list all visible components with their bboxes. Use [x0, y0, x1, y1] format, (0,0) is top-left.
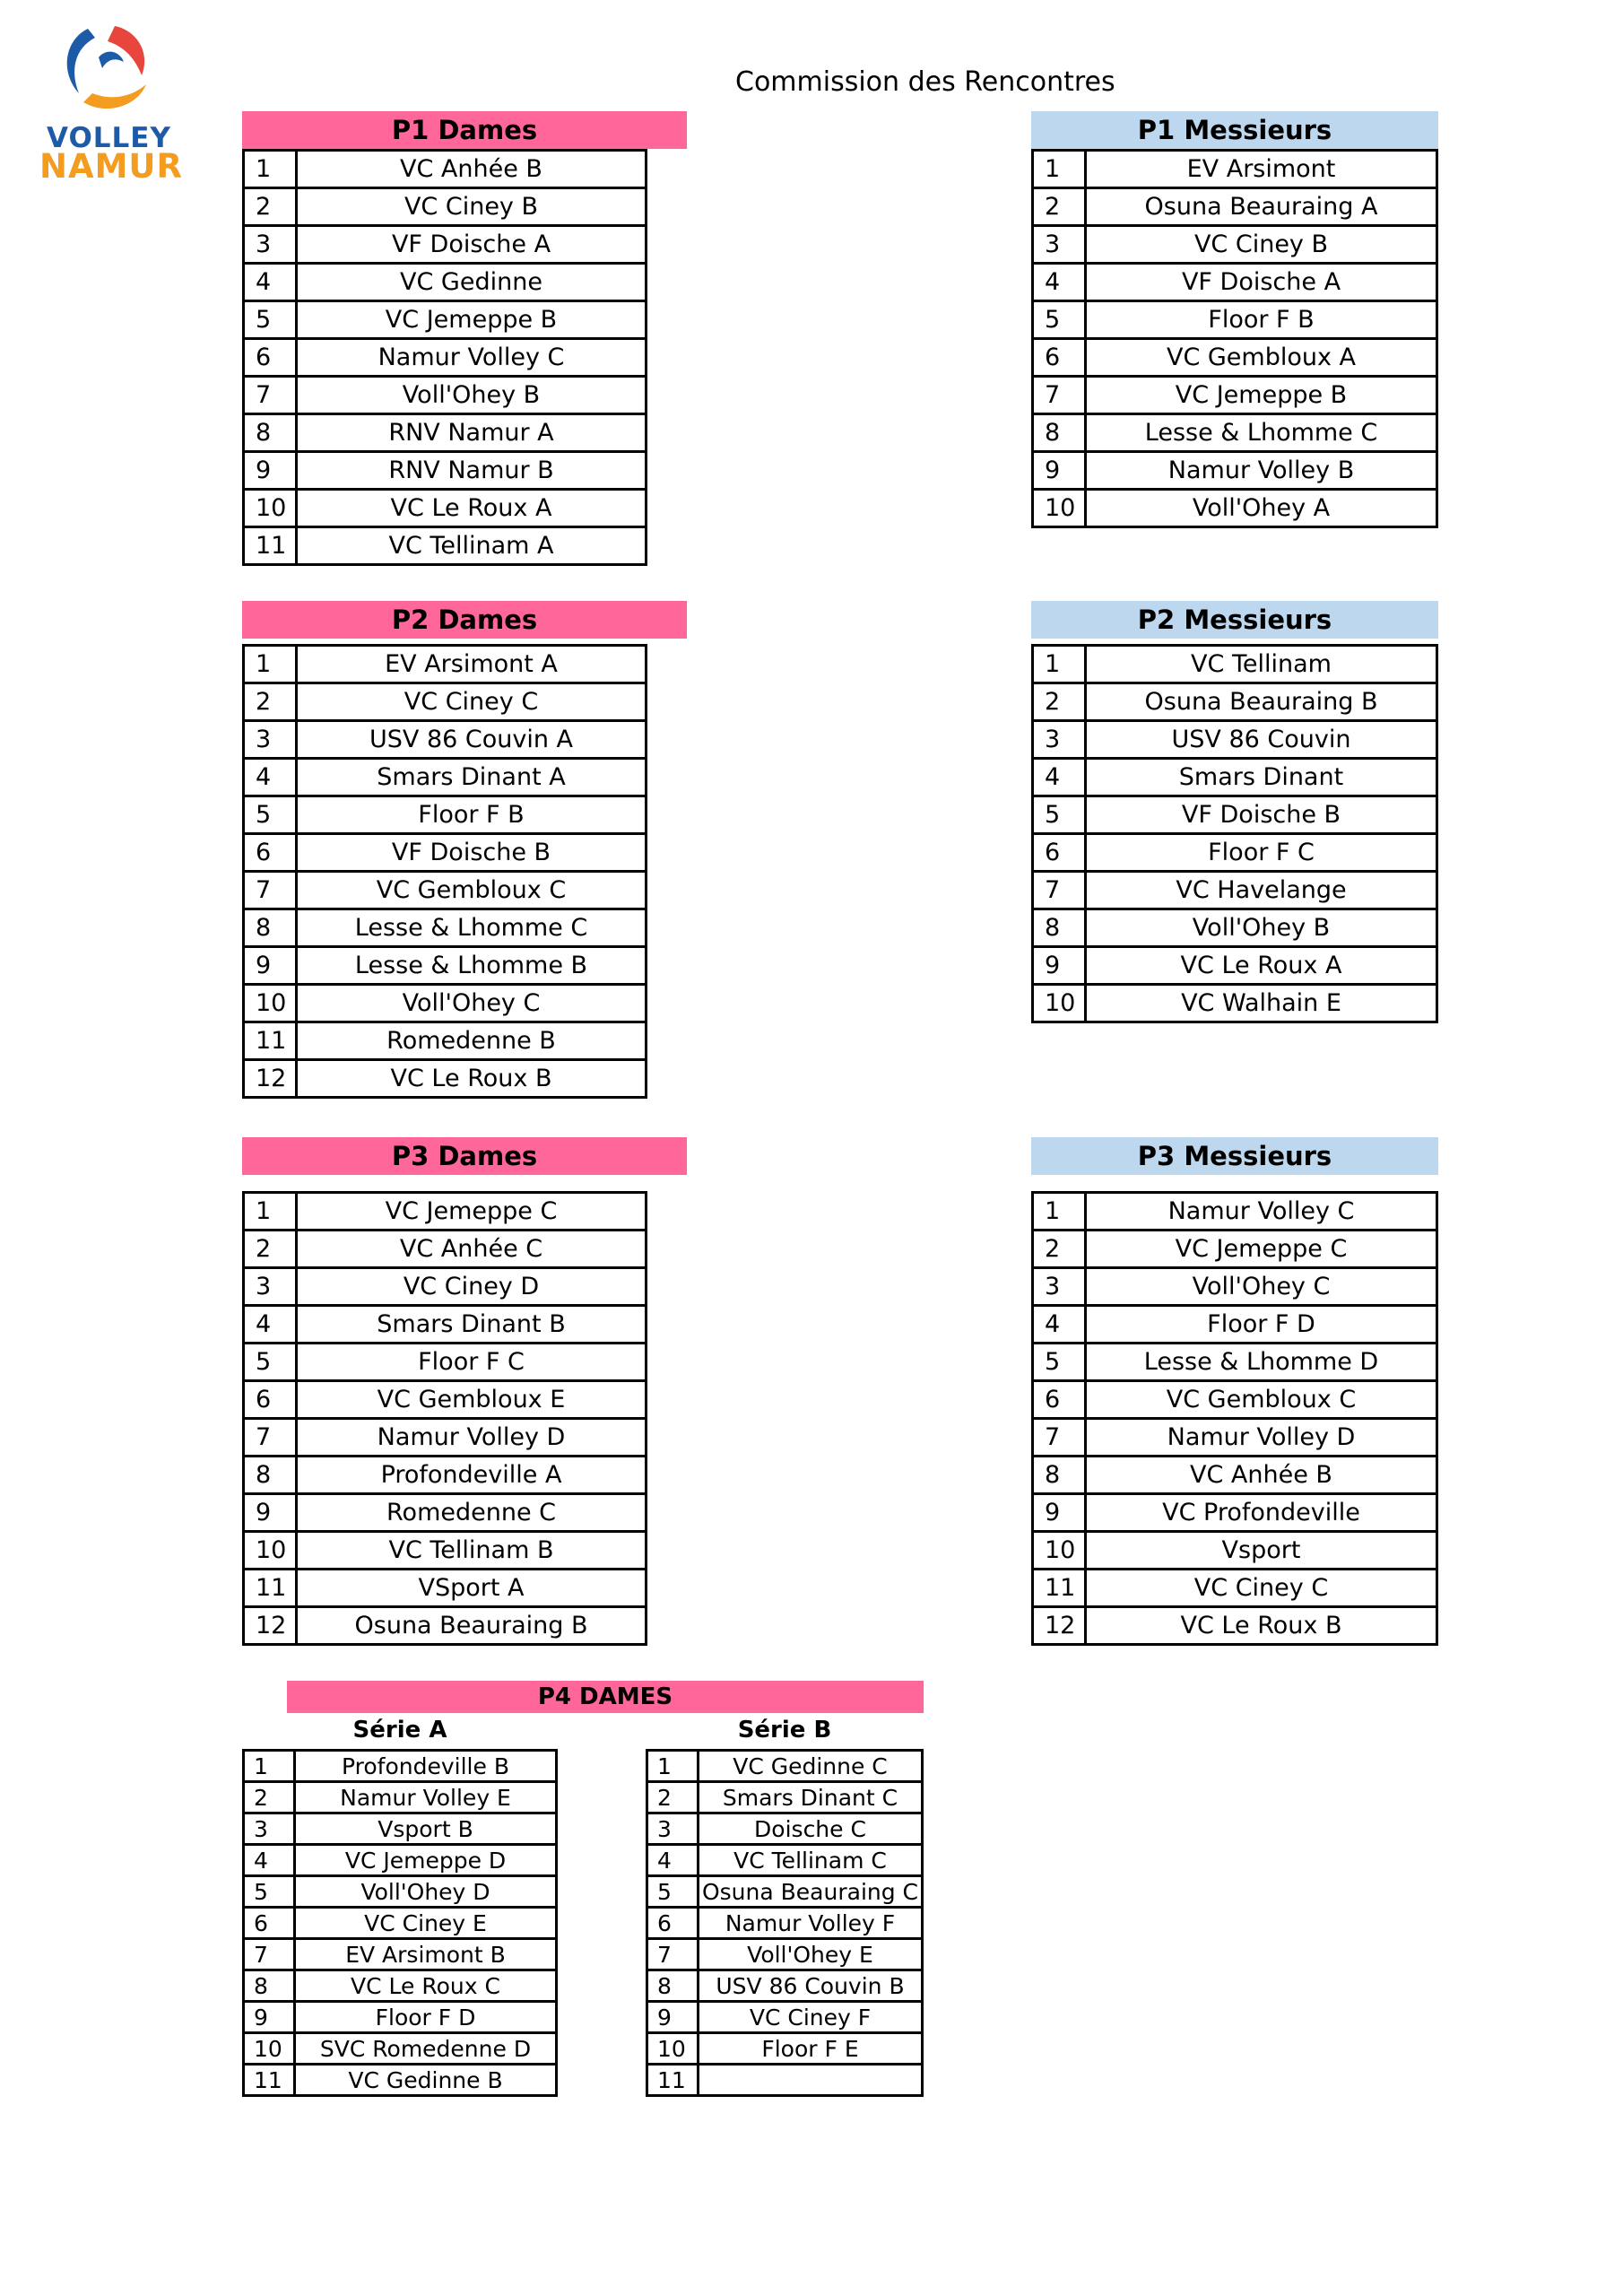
- team-cell: Lesse & Lhomme C: [297, 909, 647, 947]
- team-cell: Namur Volley F: [699, 1908, 923, 1939]
- table-row: [244, 1022, 647, 1060]
- team-cell: VC Anhée B: [1086, 1457, 1437, 1494]
- team-cell: Osuna Beauraing A: [1086, 188, 1437, 226]
- rank-cell: 8: [1033, 1457, 1086, 1494]
- rank-cell: 4: [244, 1845, 295, 1876]
- team-cell: Floor F D: [1086, 1306, 1437, 1344]
- table-row: [647, 1782, 923, 1813]
- team-cell: USV 86 Couvin: [1086, 721, 1437, 759]
- rank-cell: 3: [244, 721, 297, 759]
- rank-cell: 3: [1033, 721, 1086, 759]
- table-row: [244, 759, 647, 796]
- team-cell: VC Anhée B: [297, 151, 647, 188]
- table-row: [1033, 339, 1437, 377]
- rank-cell: 1: [244, 1193, 297, 1231]
- p3-dames-table: [242, 1191, 647, 1646]
- table-row: [244, 1970, 557, 2002]
- team-cell: VC Gembloux C: [1086, 1381, 1437, 1419]
- rank-cell: 10: [647, 2033, 699, 2065]
- team-cell: Floor F C: [1086, 834, 1437, 872]
- team-cell: Namur Volley C: [297, 339, 647, 377]
- table-row: [244, 1193, 647, 1231]
- rank-cell: 2: [244, 683, 297, 721]
- table-row: [1033, 947, 1437, 985]
- table-row: [244, 264, 647, 301]
- table-row: [1033, 834, 1437, 872]
- rank-cell: 8: [244, 1970, 295, 2002]
- table-row: [1033, 683, 1437, 721]
- table-row: [244, 151, 647, 188]
- table-row: [244, 377, 647, 414]
- rank-cell: 5: [1033, 301, 1086, 339]
- team-cell: Vsport B: [295, 1813, 557, 1845]
- table-row: [244, 909, 647, 947]
- table-row: [1033, 490, 1437, 527]
- table-row: [244, 2065, 557, 2096]
- table-row: [1033, 1570, 1437, 1607]
- team-cell: VC Jemeppe B: [1086, 377, 1437, 414]
- rank-cell: 6: [244, 1381, 297, 1419]
- rank-cell: 10: [1033, 490, 1086, 527]
- team-cell: Lesse & Lhomme B: [297, 947, 647, 985]
- rank-cell: 11: [244, 1022, 297, 1060]
- team-cell: [699, 2065, 923, 2096]
- team-cell: VF Doische B: [297, 834, 647, 872]
- team-cell: EV Arsimont: [1086, 151, 1437, 188]
- table-row: [244, 1381, 647, 1419]
- rank-cell: 4: [647, 1845, 699, 1876]
- rank-cell: 5: [244, 1344, 297, 1381]
- team-cell: VC Le Roux C: [295, 1970, 557, 2002]
- table-row: [244, 339, 647, 377]
- rank-cell: 1: [1033, 646, 1086, 683]
- rank-cell: 1: [244, 1751, 295, 1782]
- table-row: [1033, 1532, 1437, 1570]
- team-cell: VC Walhain E: [1086, 985, 1437, 1022]
- rank-cell: 4: [1033, 264, 1086, 301]
- rank-cell: 12: [1033, 1607, 1086, 1645]
- team-cell: SVC Romedenne D: [295, 2033, 557, 2065]
- serie-b-title: Série B: [737, 1717, 832, 1744]
- table-row: [244, 872, 647, 909]
- rank-cell: 2: [647, 1782, 699, 1813]
- rank-cell: 10: [244, 490, 297, 527]
- table-row: [1033, 985, 1437, 1022]
- rank-cell: 1: [1033, 151, 1086, 188]
- p3-dames-header: P3 Dames: [242, 1137, 687, 1175]
- rank-cell: 9: [244, 1494, 297, 1532]
- rank-cell: 11: [244, 1570, 297, 1607]
- table-row: [244, 414, 647, 452]
- p1-dames-header: P1 Dames: [242, 111, 687, 149]
- team-cell: Vsport: [1086, 1532, 1437, 1570]
- rank-cell: 7: [647, 1939, 699, 1970]
- rank-cell: 9: [647, 2002, 699, 2033]
- p4-serie-b-table: [646, 1749, 924, 2097]
- rank-cell: 7: [244, 377, 297, 414]
- table-row: [1033, 188, 1437, 226]
- rank-cell: 4: [1033, 759, 1086, 796]
- p3-messieurs-table: [1031, 1191, 1438, 1646]
- table-row: [647, 1970, 923, 2002]
- rank-cell: 5: [244, 1876, 295, 1908]
- rank-cell: 1: [1033, 1193, 1086, 1231]
- team-cell: Smars Dinant C: [699, 1782, 923, 1813]
- table-row: [647, 2065, 923, 2096]
- team-cell: Namur Volley E: [295, 1782, 557, 1813]
- team-cell: RNV Namur A: [297, 414, 647, 452]
- team-cell: Voll'Ohey C: [1086, 1268, 1437, 1306]
- rank-cell: 9: [1033, 947, 1086, 985]
- table-row: [244, 452, 647, 490]
- rank-cell: 4: [244, 759, 297, 796]
- team-cell: EV Arsimont A: [297, 646, 647, 683]
- rank-cell: 9: [244, 452, 297, 490]
- team-cell: VC Le Roux A: [1086, 947, 1437, 985]
- team-cell: VC Gedinne: [297, 264, 647, 301]
- rank-cell: 11: [244, 2065, 295, 2096]
- team-cell: VC Tellinam A: [297, 527, 647, 565]
- rank-cell: 4: [1033, 1306, 1086, 1344]
- table-row: [244, 2033, 557, 2065]
- logo-text-namur: NAMUR: [39, 147, 183, 186]
- table-row: [1033, 1494, 1437, 1532]
- rank-cell: 10: [244, 2033, 295, 2065]
- rank-cell: 7: [1033, 872, 1086, 909]
- p4-serie-a-table: [242, 1749, 558, 2097]
- table-row: [647, 1813, 923, 1845]
- table-row: [244, 490, 647, 527]
- table-row: [1033, 1193, 1437, 1231]
- table-row: [244, 1751, 557, 1782]
- team-cell: Voll'Ohey C: [297, 985, 647, 1022]
- rank-cell: 10: [244, 985, 297, 1022]
- team-cell: VC Gedinne C: [699, 1751, 923, 1782]
- p1-messieurs-table: [1031, 149, 1438, 528]
- rank-cell: 2: [244, 188, 297, 226]
- table-row: [1033, 226, 1437, 264]
- rank-cell: 8: [244, 414, 297, 452]
- table-row: [1033, 452, 1437, 490]
- team-cell: VC Tellinam C: [699, 1845, 923, 1876]
- table-row: [1033, 1268, 1437, 1306]
- table-row: [244, 1268, 647, 1306]
- team-cell: Namur Volley D: [1086, 1419, 1437, 1457]
- team-cell: Osuna Beauraing B: [1086, 683, 1437, 721]
- team-cell: VC Ciney D: [297, 1268, 647, 1306]
- rank-cell: 11: [1033, 1570, 1086, 1607]
- team-cell: Floor F C: [297, 1344, 647, 1381]
- team-cell: Lesse & Lhomme D: [1086, 1344, 1437, 1381]
- team-cell: Smars Dinant: [1086, 759, 1437, 796]
- rank-cell: 1: [244, 151, 297, 188]
- rank-cell: 5: [1033, 796, 1086, 834]
- team-cell: Osuna Beauraing B: [297, 1607, 647, 1645]
- table-row: [244, 721, 647, 759]
- rank-cell: 2: [244, 1231, 297, 1268]
- rank-cell: 2: [244, 1782, 295, 1813]
- team-cell: VF Doische A: [297, 226, 647, 264]
- p2-messieurs-table: [1031, 644, 1438, 1023]
- team-cell: VC Jemeppe C: [1086, 1231, 1437, 1268]
- team-cell: VC Ciney B: [297, 188, 647, 226]
- table-row: [244, 226, 647, 264]
- table-row: [244, 1306, 647, 1344]
- rank-cell: 3: [244, 1268, 297, 1306]
- rank-cell: 1: [647, 1751, 699, 1782]
- rank-cell: 3: [1033, 1268, 1086, 1306]
- table-row: [1033, 796, 1437, 834]
- p2-dames-header: P2 Dames: [242, 601, 687, 639]
- table-row: [244, 1060, 647, 1098]
- team-cell: Namur Volley C: [1086, 1193, 1437, 1231]
- rank-cell: 11: [244, 527, 297, 565]
- team-cell: USV 86 Couvin B: [699, 1970, 923, 2002]
- logo-text-volley: VOLLEY: [47, 122, 171, 154]
- team-cell: VC Le Roux B: [297, 1060, 647, 1098]
- p2-dames-table: [242, 644, 647, 1099]
- team-cell: VC Anhée C: [297, 1231, 647, 1268]
- team-cell: Voll'Ohey B: [1086, 909, 1437, 947]
- table-row: [244, 1607, 647, 1645]
- team-cell: Osuna Beauraing C: [699, 1876, 923, 1908]
- team-cell: VC Jemeppe B: [297, 301, 647, 339]
- team-cell: VC Gedinne B: [295, 2065, 557, 2096]
- team-cell: Floor F B: [297, 796, 647, 834]
- team-cell: VC Jemeppe D: [295, 1845, 557, 1876]
- team-cell: Romedenne C: [297, 1494, 647, 1532]
- team-cell: Floor F E: [699, 2033, 923, 2065]
- team-cell: VC Profondeville: [1086, 1494, 1437, 1532]
- rank-cell: 6: [1033, 1381, 1086, 1419]
- team-cell: Floor F D: [295, 2002, 557, 2033]
- table-row: [1033, 1381, 1437, 1419]
- rank-cell: 6: [1033, 339, 1086, 377]
- rank-cell: 4: [244, 264, 297, 301]
- team-cell: VC Gembloux A: [1086, 339, 1437, 377]
- rank-cell: 9: [1033, 1494, 1086, 1532]
- rank-cell: 3: [1033, 226, 1086, 264]
- rank-cell: 3: [244, 226, 297, 264]
- team-cell: VF Doische B: [1086, 796, 1437, 834]
- table-row: [244, 796, 647, 834]
- table-row: [244, 947, 647, 985]
- rank-cell: 2: [1033, 683, 1086, 721]
- table-row: [1033, 1344, 1437, 1381]
- table-row: [647, 1908, 923, 1939]
- team-cell: Lesse & Lhomme C: [1086, 414, 1437, 452]
- rank-cell: 12: [244, 1060, 297, 1098]
- page-title: Commission des Rencontres: [735, 66, 1115, 98]
- team-cell: VC Ciney C: [297, 683, 647, 721]
- p1-messieurs-header: P1 Messieurs: [1031, 111, 1438, 149]
- table-row: [1033, 151, 1437, 188]
- rank-cell: 3: [647, 1813, 699, 1845]
- table-row: [244, 1494, 647, 1532]
- rank-cell: 8: [1033, 909, 1086, 947]
- table-row: [1033, 1457, 1437, 1494]
- table-row: [1033, 872, 1437, 909]
- table-row: [244, 1419, 647, 1457]
- table-row: [244, 1231, 647, 1268]
- team-cell: Profondeville B: [295, 1751, 557, 1782]
- team-cell: Voll'Ohey D: [295, 1876, 557, 1908]
- rank-cell: 6: [244, 1908, 295, 1939]
- rank-cell: 8: [647, 1970, 699, 2002]
- table-row: [647, 1751, 923, 1782]
- table-row: [244, 834, 647, 872]
- team-cell: VSport A: [297, 1570, 647, 1607]
- rank-cell: 5: [244, 796, 297, 834]
- team-cell: VC Le Roux A: [297, 490, 647, 527]
- table-row: [244, 1908, 557, 1939]
- rank-cell: 5: [647, 1876, 699, 1908]
- rank-cell: 6: [647, 1908, 699, 1939]
- rank-cell: 7: [1033, 377, 1086, 414]
- team-cell: Voll'Ohey E: [699, 1939, 923, 1970]
- rank-cell: 7: [244, 1939, 295, 1970]
- table-row: [1033, 377, 1437, 414]
- team-cell: Romedenne B: [297, 1022, 647, 1060]
- rank-cell: 5: [1033, 1344, 1086, 1381]
- table-row: [647, 1845, 923, 1876]
- rank-cell: 12: [244, 1607, 297, 1645]
- p2-messieurs-header: P2 Messieurs: [1031, 601, 1438, 639]
- table-row: [244, 2002, 557, 2033]
- team-cell: VC Gembloux E: [297, 1381, 647, 1419]
- p1-dames-table: [242, 149, 647, 566]
- rank-cell: 10: [1033, 1532, 1086, 1570]
- team-cell: VC Tellinam: [1086, 646, 1437, 683]
- rank-cell: 7: [244, 872, 297, 909]
- table-row: [647, 2002, 923, 2033]
- table-row: [1033, 1607, 1437, 1645]
- rank-cell: 6: [244, 339, 297, 377]
- rank-cell: 2: [1033, 1231, 1086, 1268]
- team-cell: VC Gembloux C: [297, 872, 647, 909]
- table-row: [244, 301, 647, 339]
- team-cell: VF Doische A: [1086, 264, 1437, 301]
- team-cell: VC Jemeppe C: [297, 1193, 647, 1231]
- team-cell: Doische C: [699, 1813, 923, 1845]
- table-row: [1033, 264, 1437, 301]
- team-cell: VC Tellinam B: [297, 1532, 647, 1570]
- table-row: [244, 646, 647, 683]
- p4-dames-header: P4 DAMES: [287, 1681, 924, 1713]
- rank-cell: 9: [244, 2002, 295, 2033]
- team-cell: Smars Dinant B: [297, 1306, 647, 1344]
- serie-a-title: Série A: [352, 1717, 447, 1744]
- rank-cell: 7: [244, 1419, 297, 1457]
- rank-cell: 8: [1033, 414, 1086, 452]
- table-row: [647, 1876, 923, 1908]
- team-cell: VC Ciney E: [295, 1908, 557, 1939]
- team-cell: Namur Volley B: [1086, 452, 1437, 490]
- table-row: [1033, 759, 1437, 796]
- table-row: [1033, 909, 1437, 947]
- table-row: [244, 985, 647, 1022]
- table-row: [244, 1532, 647, 1570]
- rank-cell: 3: [244, 1813, 295, 1845]
- team-cell: Profondeville A: [297, 1457, 647, 1494]
- table-row: [244, 1782, 557, 1813]
- table-row: [244, 1845, 557, 1876]
- table-row: [244, 1457, 647, 1494]
- table-row: [1033, 1306, 1437, 1344]
- table-row: [1033, 1231, 1437, 1268]
- rank-cell: 10: [1033, 985, 1086, 1022]
- rank-cell: 6: [1033, 834, 1086, 872]
- team-cell: Namur Volley D: [297, 1419, 647, 1457]
- rank-cell: 7: [1033, 1419, 1086, 1457]
- table-row: [1033, 721, 1437, 759]
- rank-cell: 9: [244, 947, 297, 985]
- rank-cell: 2: [1033, 188, 1086, 226]
- team-cell: RNV Namur B: [297, 452, 647, 490]
- table-row: [244, 527, 647, 565]
- rank-cell: 8: [244, 909, 297, 947]
- table-row: [1033, 414, 1437, 452]
- team-cell: USV 86 Couvin A: [297, 721, 647, 759]
- rank-cell: 10: [244, 1532, 297, 1570]
- p3-messieurs-header: P3 Messieurs: [1031, 1137, 1438, 1175]
- volley-namur-logo: [36, 22, 183, 186]
- rank-cell: 1: [244, 646, 297, 683]
- rank-cell: 6: [244, 834, 297, 872]
- team-cell: Floor F B: [1086, 301, 1437, 339]
- table-row: [1033, 301, 1437, 339]
- team-cell: Voll'Ohey A: [1086, 490, 1437, 527]
- rank-cell: 4: [244, 1306, 297, 1344]
- table-row: [244, 1570, 647, 1607]
- team-cell: VC Ciney C: [1086, 1570, 1437, 1607]
- rank-cell: 11: [647, 2065, 699, 2096]
- table-row: [244, 188, 647, 226]
- table-row: [244, 1344, 647, 1381]
- table-row: [647, 2033, 923, 2065]
- rank-cell: 8: [244, 1457, 297, 1494]
- team-cell: VC Havelange: [1086, 872, 1437, 909]
- rank-cell: 9: [1033, 452, 1086, 490]
- table-row: [1033, 1419, 1437, 1457]
- table-row: [647, 1939, 923, 1970]
- table-row: [244, 1876, 557, 1908]
- team-cell: VC Ciney F: [699, 2002, 923, 2033]
- team-cell: Voll'Ohey B: [297, 377, 647, 414]
- team-cell: EV Arsimont B: [295, 1939, 557, 1970]
- rank-cell: 5: [244, 301, 297, 339]
- volley-ball-icon: [52, 22, 160, 120]
- team-cell: Smars Dinant A: [297, 759, 647, 796]
- table-row: [244, 1813, 557, 1845]
- table-row: [244, 1939, 557, 1970]
- team-cell: VC Ciney B: [1086, 226, 1437, 264]
- team-cell: VC Le Roux B: [1086, 1607, 1437, 1645]
- table-row: [1033, 646, 1437, 683]
- table-row: [244, 683, 647, 721]
